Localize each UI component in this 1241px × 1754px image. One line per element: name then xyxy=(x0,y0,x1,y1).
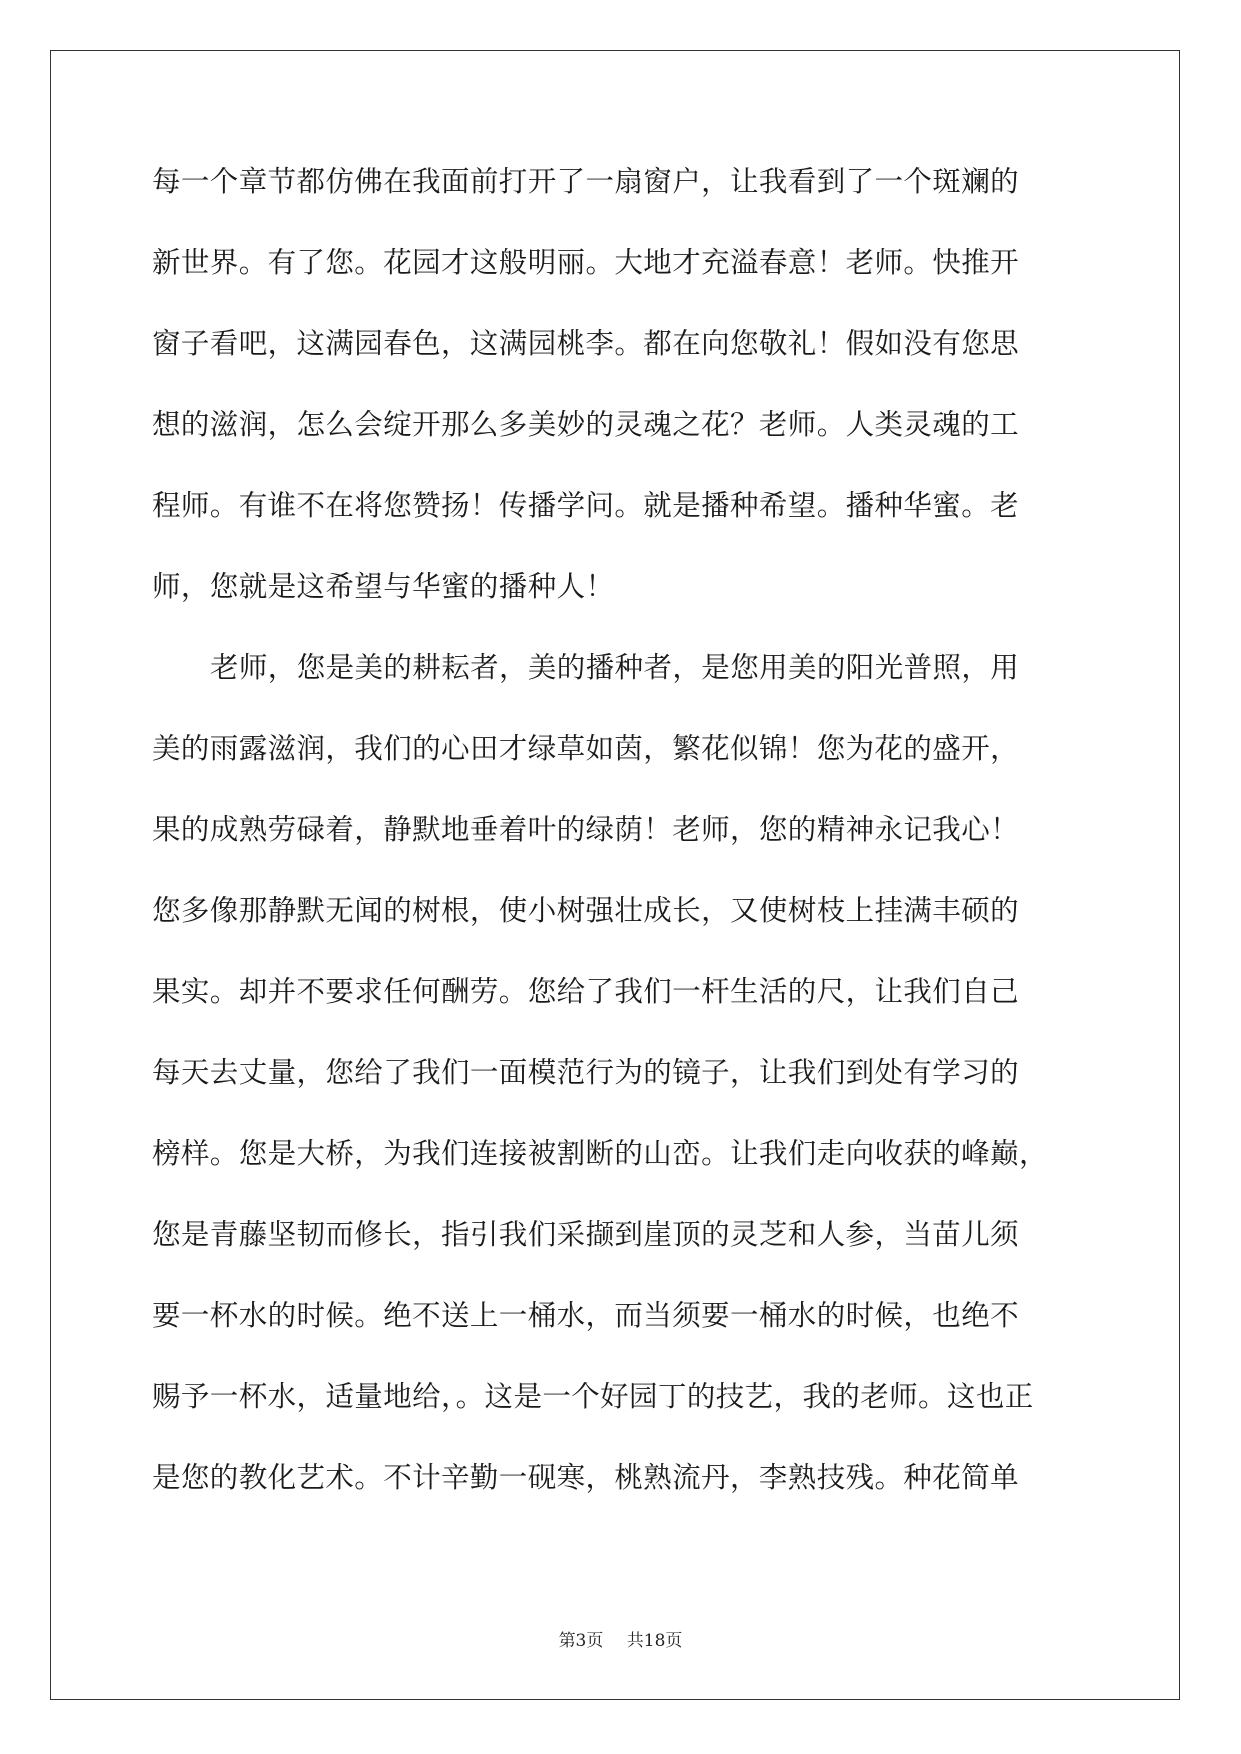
text-line: 美的雨露滋润，我们的心田才绿草如茵，繁花似锦！您为花的盛开， xyxy=(152,732,1020,765)
text-line: 果实。却并不要求任何酬劳。您给了我们一杆生活的尺，让我们自己 xyxy=(152,975,1020,1008)
text-line: 每一个章节都仿佛在我面前打开了一扇窗户，让我看到了一个斑斓的 xyxy=(152,165,1020,198)
text-line: 窗子看吧，这满园春色，这满园桃李。都在向您敬礼！假如没有您思 xyxy=(152,327,1020,360)
text-line: 赐予一杯水，适量地给，。这是一个好园丁的技艺，我的老师。这也正 xyxy=(152,1380,1034,1413)
text-line: 想的滋润，怎么会绽开那么多美妙的灵魂之花？老师。人类灵魂的工 xyxy=(152,408,1020,441)
page-footer xyxy=(0,1626,1241,1651)
document-body xyxy=(152,162,1092,1539)
paragraph-first-line: 老师，您是美的耕耘者，美的播种者，是您用美的阳光普照，用 xyxy=(210,651,1020,684)
text-line: 程师。有谁不在将您赞扬！传播学问。就是播种希望。播种华蜜。老 xyxy=(152,489,1020,522)
text-line: 是您的教化艺术。不计辛勤一砚寒，桃熟流丹，李熟技残。种花简单 xyxy=(152,1461,1020,1494)
text-line: 每天去丈量，您给了我们一面模范行为的镜子，让我们到处有学习的 xyxy=(152,1056,1020,1089)
text-line: 榜样。您是大桥，为我们连接被割断的山峦。让我们走向收获的峰巅， xyxy=(152,1137,1048,1170)
text-line: 您多像那静默无闻的树根，使小树强壮成长，又使树枝上挂满丰硕的 xyxy=(152,894,1020,927)
text-line: 果的成熟劳碌着，静默地垂着叶的绿荫！老师，您的精神永记我心！ xyxy=(152,813,1020,846)
page-number: 第3页 xyxy=(558,1631,604,1651)
text-line: 师，您就是这希望与华蜜的播种人！ xyxy=(152,570,615,603)
text-line: 您是青藤坚韧而修长，指引我们采撷到崖顶的灵芝和人参，当苗儿须 xyxy=(152,1218,1020,1251)
page-total: 共18页 xyxy=(626,1631,683,1651)
text-line: 新世界。有了您。花园才这般明丽。大地才充溢春意！老师。快推开 xyxy=(152,246,1020,279)
text-line: 要一杯水的时候。绝不送上一桶水，而当须要一桶水的时候，也绝不 xyxy=(152,1299,1020,1332)
